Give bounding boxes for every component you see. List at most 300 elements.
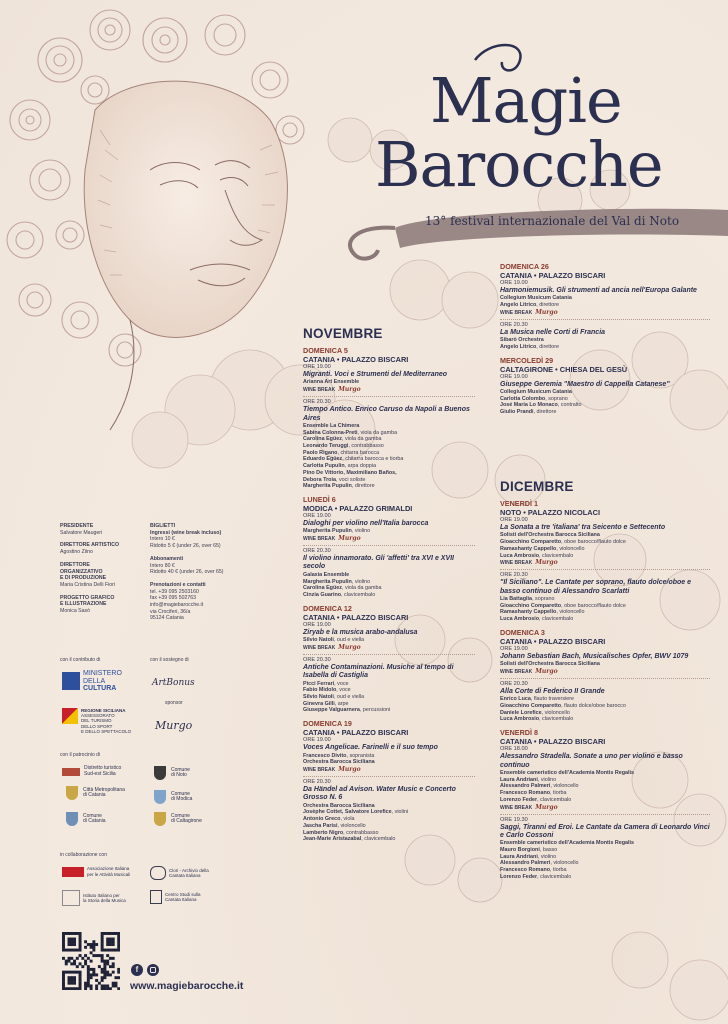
performer-line [500, 777, 710, 784]
aiam-icon [62, 867, 84, 877]
performer-line [500, 295, 710, 302]
session-divider [303, 776, 475, 777]
event-date: DOMENICA 26 [500, 262, 549, 271]
qr-module [106, 984, 109, 987]
qr-module [114, 982, 117, 985]
performer-name: Collegium Musicum Catania [500, 389, 572, 396]
qr-module [65, 960, 68, 963]
performer-line [303, 823, 475, 830]
performer-name: Lia Battaglia [500, 596, 533, 603]
performer-line [500, 783, 710, 790]
qr-module [68, 957, 71, 960]
qr-module [101, 935, 104, 938]
istituto-line-1: Istituto Italiano per [83, 892, 120, 898]
performer-name: Ramashanty Cappello [500, 609, 557, 616]
qr-module [106, 987, 109, 990]
session-title: "Il Siciliano". Le Cantate per soprano, flauto dolce/oboe e basso continuo di Alessandro Scarlatti [500, 579, 692, 595]
performer-line [303, 809, 475, 816]
wine-break-label: WINE BREAK [500, 668, 533, 675]
performer-role: , clavicembalo [539, 716, 574, 723]
performer-line [303, 707, 475, 714]
comune-caltagirone-logo [154, 812, 202, 826]
performer-role: , violoncello [556, 545, 585, 552]
qr-module [109, 938, 112, 941]
performer-line [500, 546, 710, 553]
event-block [500, 356, 710, 416]
noto-shield-icon [154, 766, 166, 780]
wine-break-label: WINE BREAK [500, 309, 533, 316]
artbonus-logo: ArtBonus [152, 678, 195, 688]
wine-break-label: WINE BREAK [303, 644, 336, 651]
performer-line [500, 797, 710, 804]
performer-role: , clavicembalo [539, 552, 574, 559]
performer-line [500, 409, 710, 416]
wine-break [500, 668, 710, 676]
website-link[interactable]: www.magiebarocche.it [130, 980, 244, 992]
performer-name: Cinzia Guarino [303, 591, 342, 598]
qr-module [101, 957, 104, 960]
performer-line [500, 539, 710, 546]
performer-name: Carolina Egüez [303, 436, 342, 443]
qr-module [79, 982, 82, 985]
performer-name: Picci Ferrari [303, 680, 335, 687]
grafico-label-1: PROGETTO GRAFICO [60, 594, 115, 601]
session-divider [500, 678, 710, 679]
wine-break [500, 309, 710, 317]
session-time: ORE 19.00 [303, 364, 331, 370]
qr-module [98, 982, 101, 985]
performer-role: , voci soliste [335, 476, 366, 483]
performer-line [303, 759, 475, 766]
session-title: Harmoniemusik. Gli strumenti ad ancia nell'Europa Galante [500, 287, 697, 294]
aiam-line-1: Associazione Italiana [87, 866, 130, 871]
qr-module [109, 949, 112, 952]
session-title: Antiche Contaminazioni. Musiche al tempo di Isabella di Castiglia [303, 663, 454, 680]
performer-name: Solisti dell'Orchestra Barocca Siciliana [500, 532, 600, 539]
performer-line [500, 402, 710, 409]
qr-module [103, 960, 106, 963]
session-divider [303, 654, 475, 655]
qr-module [73, 979, 76, 982]
qr-module [70, 971, 73, 974]
session-time: ORE 20.30 [500, 680, 528, 687]
direttore-value: Agostino Ziino [60, 549, 93, 556]
performer-role: , arpa doppia [344, 463, 377, 470]
performer-role: , voce [336, 687, 351, 694]
session-title: Voces Angelicae. Farinelli e il suo tempo [303, 744, 438, 752]
performer-name: Antonio Greco [303, 816, 341, 823]
performer-line [303, 803, 475, 810]
performer-role: , percussioni [359, 707, 391, 714]
qr-module [76, 965, 79, 968]
qr-module [79, 935, 82, 938]
title-magie: Magie [430, 64, 622, 137]
biglietti-label: BIGLIETTI [150, 523, 176, 529]
wine-break [500, 804, 710, 812]
performer-role: , direttore [536, 302, 560, 309]
wine-break-brand: Murgo [535, 308, 558, 316]
performer-line [500, 396, 710, 403]
performer-name: Luca Ambrosio [500, 616, 540, 623]
performer-name: Fabio Midolo [303, 687, 337, 694]
qr-module [87, 984, 90, 987]
contact-email[interactable]: info@magiebarocche.it [150, 602, 204, 609]
qr-module [106, 940, 109, 943]
performer-role: , chitarra barocca e tiorba [342, 456, 404, 463]
qr-module [106, 960, 109, 963]
session-title: Giuseppe Geremia "Maestro di Cappella Catanese" [500, 380, 670, 388]
centro-line-1: Centro Studi sulla [165, 891, 201, 897]
qr-module [76, 987, 79, 990]
performer-name: Josèphe Cottet, Salvatore Lorefice [303, 809, 392, 816]
event-date: MERCOLEDÌ 29 [500, 355, 554, 365]
qr-module [103, 949, 106, 952]
performer-role: , direttore [351, 483, 375, 490]
qr-module [117, 932, 120, 935]
performer-name: Giulio Prandi [500, 409, 534, 416]
performer-role: , soprano [532, 596, 555, 603]
festival-title [375, 64, 715, 201]
citta-metropolitana-logo [66, 786, 125, 800]
qr-module [81, 957, 84, 960]
qr-module [112, 982, 115, 985]
qr-module [112, 965, 115, 968]
program-late-november [500, 258, 710, 416]
performer-name: Arianna Art Ensemble [303, 379, 360, 386]
regione-siciliana-logo [62, 708, 131, 734]
performer-line [500, 790, 710, 797]
modica-shield-icon [154, 790, 166, 804]
distretto-line-2: Sud-est Sicilia [84, 770, 116, 777]
qr-module [79, 962, 82, 965]
event-venue: CATANIA • PALAZZO BISCARI [303, 355, 409, 364]
qr-module [117, 938, 120, 941]
qr-module [62, 984, 65, 987]
performer-role: , oboe barocco/flauto dolce [561, 539, 626, 546]
qr-module [101, 987, 104, 990]
contributo-label: con il contributo di [60, 657, 101, 663]
performer-line [303, 836, 475, 843]
performer-line [500, 874, 710, 881]
performer-role: , clavicembalo [537, 796, 572, 803]
performer-name: Jean-Marie Aristazabal [303, 836, 362, 843]
qr-module [73, 971, 76, 974]
qr-module [87, 943, 90, 946]
performer-line [303, 830, 475, 837]
qr-module [87, 973, 90, 976]
comune-modica-logo [154, 790, 192, 804]
clori-logo [150, 866, 209, 880]
qr-module [79, 976, 82, 979]
qr-module [68, 949, 71, 952]
performer-name: Silvio Natoli [303, 694, 334, 701]
session-title: Tiempo Antico. Enrico Caruso da Napoli a Buenos Aires [303, 406, 470, 422]
qr-module [68, 932, 71, 935]
distretto-logo [62, 766, 121, 777]
qr-module [73, 940, 76, 943]
qr-module [62, 940, 65, 943]
qr-module [84, 962, 87, 965]
qr-module [84, 984, 87, 987]
wine-break-brand: Murgo [338, 386, 361, 394]
qr-module [112, 943, 115, 946]
presidente-label: PRESIDENTE [60, 523, 94, 529]
performer-role: , violoncello [556, 609, 585, 616]
qr-module [70, 962, 73, 965]
qr-module [103, 965, 106, 968]
qr-module [65, 987, 68, 990]
performer-role: , direttore [533, 409, 557, 416]
performer-line [303, 528, 475, 535]
qr-module [95, 954, 98, 957]
qr-module [73, 932, 76, 935]
facebook-icon[interactable]: f [131, 964, 143, 976]
qr-module [62, 976, 65, 979]
event-venue: CALTAGIRONE • CHIESA DEL GESÙ [500, 364, 628, 374]
qr-module [68, 982, 71, 985]
ministero-line-1: MINISTERO [83, 670, 122, 677]
qr-module [106, 938, 109, 941]
performer-role: , violino [537, 853, 557, 860]
performer-name: Francesco Divito [303, 752, 347, 759]
performer-name: Ensemble cameristico dell'Academia Montis Regalis [500, 769, 635, 776]
performer-name: Gioacchino Comparetto [500, 602, 562, 609]
aiam-line-2: per le Attività Musicali [87, 871, 131, 877]
qr-module [76, 932, 79, 935]
centro-line-2: Cantata Italiana [165, 897, 197, 902]
performer-role: , violino [351, 528, 371, 535]
event-date: VENERDÌ 8 [500, 728, 538, 738]
performer-line [500, 867, 710, 874]
wine-break-brand: Murgo [535, 559, 558, 567]
ingressi-intero: Intero 10 € [150, 536, 175, 543]
comune-noto-logo [154, 766, 190, 780]
abbonamenti-intero: Intero 80 € [150, 562, 175, 569]
session-time: ORE 20.30 [303, 778, 331, 785]
wine-break-label: WINE BREAK [500, 804, 533, 811]
qr-module [62, 987, 65, 990]
session-title: Da Händel ad Avison. Water Music e Concerto Grosso N. 6 [303, 785, 456, 802]
qr-code[interactable] [62, 932, 120, 990]
comune-noto-line-2: di Noto [171, 772, 187, 778]
qr-module [90, 968, 93, 971]
qr-module [112, 957, 115, 960]
citta-line-2: di Catania [83, 792, 106, 798]
qr-module [90, 951, 93, 954]
qr-module [106, 973, 109, 976]
qr-module [101, 979, 104, 982]
performer-line [303, 450, 475, 457]
org-value: Maria Cristina Delli Fiori [60, 581, 116, 588]
comune-modica-line-1: Comune [171, 790, 190, 797]
event-date: VENERDÌ 1 [500, 499, 538, 508]
session-time: ORE 19.00 [303, 621, 331, 628]
istituto-line-2: la Storia della Musica [83, 898, 126, 903]
session-title: Il violino innamorato. Gli 'affetti' tra XVI e XVII secolo [303, 555, 455, 571]
performer-name: Margherita Pupulin [303, 528, 352, 535]
qr-module [70, 957, 73, 960]
wine-break-brand: Murgo [535, 803, 558, 811]
org-label-2: ORGANIZZATIVO [60, 568, 103, 575]
ingressi-label: Ingressi (wine break incluso) [150, 529, 222, 536]
qr-module [70, 940, 73, 943]
performer-role: , contrabbasso [348, 443, 384, 450]
qr-module [95, 979, 98, 982]
regione-line-4: DELLO SPORT [81, 723, 113, 729]
month-heading: NOVEMBRE [303, 326, 383, 341]
ministero-line-2: DELLA [83, 677, 106, 685]
performer-role: , flauto dolce/oboe barocco [561, 703, 626, 710]
performer-line [500, 609, 710, 616]
qr-module [117, 943, 120, 946]
comune-calta-line-2: di Caltagirone [171, 818, 202, 824]
qr-module [81, 965, 84, 968]
session-time: ORE 19.00 [500, 373, 528, 380]
qr-module [101, 932, 104, 935]
performer-line [500, 532, 710, 539]
qr-module [117, 949, 120, 952]
qr-module [76, 971, 79, 974]
performer-role: , soprano [545, 395, 568, 402]
session-divider [303, 396, 475, 397]
qr-module [92, 971, 95, 974]
qr-module [101, 946, 104, 949]
performer-role: , oud e viella [333, 637, 365, 644]
instagram-icon[interactable] [147, 964, 159, 976]
performer-role: , clavicembalo [361, 836, 396, 843]
qr-module [117, 946, 120, 949]
performer-line [500, 854, 710, 861]
qr-module [68, 960, 71, 963]
performer-name: Solisti dell'Orchestra Barocca Siciliana [500, 661, 600, 668]
performer-role: , oud e viella [333, 694, 365, 701]
qr-module [112, 949, 115, 952]
performer-name: Carlotta Pupulin [303, 463, 345, 470]
qr-module [79, 940, 82, 943]
collaborazione-label: in collaborazione con [60, 852, 107, 858]
qr-module [65, 932, 68, 935]
grafico-label-2: E ILLUSTRAZIONE [60, 601, 107, 608]
qr-module [79, 979, 82, 982]
performer-role: , voce [334, 680, 349, 687]
performer-line [303, 687, 475, 694]
performer-name: Angelo Litrico [500, 302, 537, 309]
performer-name: Margherita Pupulin [303, 483, 352, 490]
performer-role: , clavicembalo [537, 873, 572, 880]
performer-role: , clavicembalo [341, 591, 376, 598]
performer-name: Francesco Romano [500, 790, 551, 797]
qr-module [68, 976, 71, 979]
wine-break-brand: Murgo [338, 535, 361, 543]
month-heading: DICEMBRE [500, 479, 574, 494]
performer-name: Francesco Romano [500, 867, 551, 874]
abbonamenti-label: Abbonamenti [150, 555, 184, 562]
event-venue: CATANIA • PALAZZO BISCARI [500, 737, 606, 747]
qr-module [73, 949, 76, 952]
qr-module [114, 976, 117, 979]
qr-module [79, 932, 82, 935]
performer-role: , violino [537, 776, 557, 783]
qr-module [92, 940, 95, 943]
wine-break [303, 386, 475, 394]
qr-module [90, 973, 93, 976]
event-date: DOMENICA 12 [303, 603, 352, 613]
session-title: La Musica nelle Corti di Francia [500, 328, 606, 336]
performer-role: , tiorba [550, 867, 567, 874]
wine-break [303, 535, 475, 543]
performer-line [500, 603, 710, 610]
istituto-icon [62, 890, 80, 906]
performer-name: Laura Andriani [500, 853, 538, 860]
performer-role: , chitarra barocca [337, 449, 380, 456]
qr-module [87, 982, 90, 985]
event-venue: MODICA • PALAZZO GRIMALDI [303, 503, 413, 513]
qr-module [68, 943, 71, 946]
wine-break-brand: Murgo [535, 667, 558, 675]
qr-module [103, 976, 106, 979]
performer-line [500, 703, 710, 710]
qr-module [79, 973, 82, 976]
session-time: ORE 20.30 [303, 656, 331, 663]
event-block [303, 719, 475, 843]
performer-name: Alessandro Palmeri [500, 783, 551, 790]
qr-module [103, 968, 106, 971]
performer-name: Lamberto Nigro [303, 829, 344, 836]
event-venue: CATANIA • PALAZZO BISCARI [500, 636, 606, 646]
qr-module [101, 971, 104, 974]
performer-role: , tiorba [550, 790, 567, 797]
qr-module [62, 935, 65, 938]
event-date: DOMENICA 19 [303, 719, 352, 729]
performer-name: Lorenzo Feder [500, 796, 538, 803]
qr-module [112, 962, 115, 965]
performer-line [303, 463, 475, 470]
session-time: ORE 19.00 [500, 517, 528, 523]
qr-module [70, 987, 73, 990]
title-barocche: Barocche [375, 128, 663, 201]
qr-module [90, 984, 93, 987]
comune-catania-line-2: di Catania [83, 818, 106, 824]
event-date: DOMENICA 5 [303, 346, 348, 355]
event-block [303, 346, 475, 490]
wine-break-label: WINE BREAK [500, 560, 533, 567]
qr-module [79, 984, 82, 987]
qr-module [114, 984, 117, 987]
event-venue: CATANIA • PALAZZO BISCARI [500, 271, 606, 280]
qr-module [68, 987, 71, 990]
performer-line [303, 694, 475, 701]
distretto-line-1: Distretto turistico [84, 765, 122, 771]
comune-catania-logo [66, 812, 106, 826]
program-novembre [303, 326, 475, 843]
murgo-logo: Murgo [155, 719, 193, 732]
performer-line [500, 344, 710, 351]
performer-line [303, 436, 475, 443]
qr-module [76, 957, 79, 960]
qr-module [117, 976, 120, 979]
performer-role: , violoncello [550, 783, 579, 790]
qr-module [92, 949, 95, 952]
performer-name: Jascha Parisi [303, 822, 338, 829]
qr-module [76, 949, 79, 952]
performer-name: Ginevra Gilli [303, 700, 335, 707]
qr-module [79, 971, 82, 974]
qr-module [87, 976, 90, 979]
festival-subtitle: 13° festival internazionale del Val di Noto [425, 214, 680, 228]
event-block [303, 495, 475, 599]
performer-name: Collegium Musicum Catania [500, 295, 572, 302]
clori-line-2: Cantata Italiana [169, 873, 201, 878]
